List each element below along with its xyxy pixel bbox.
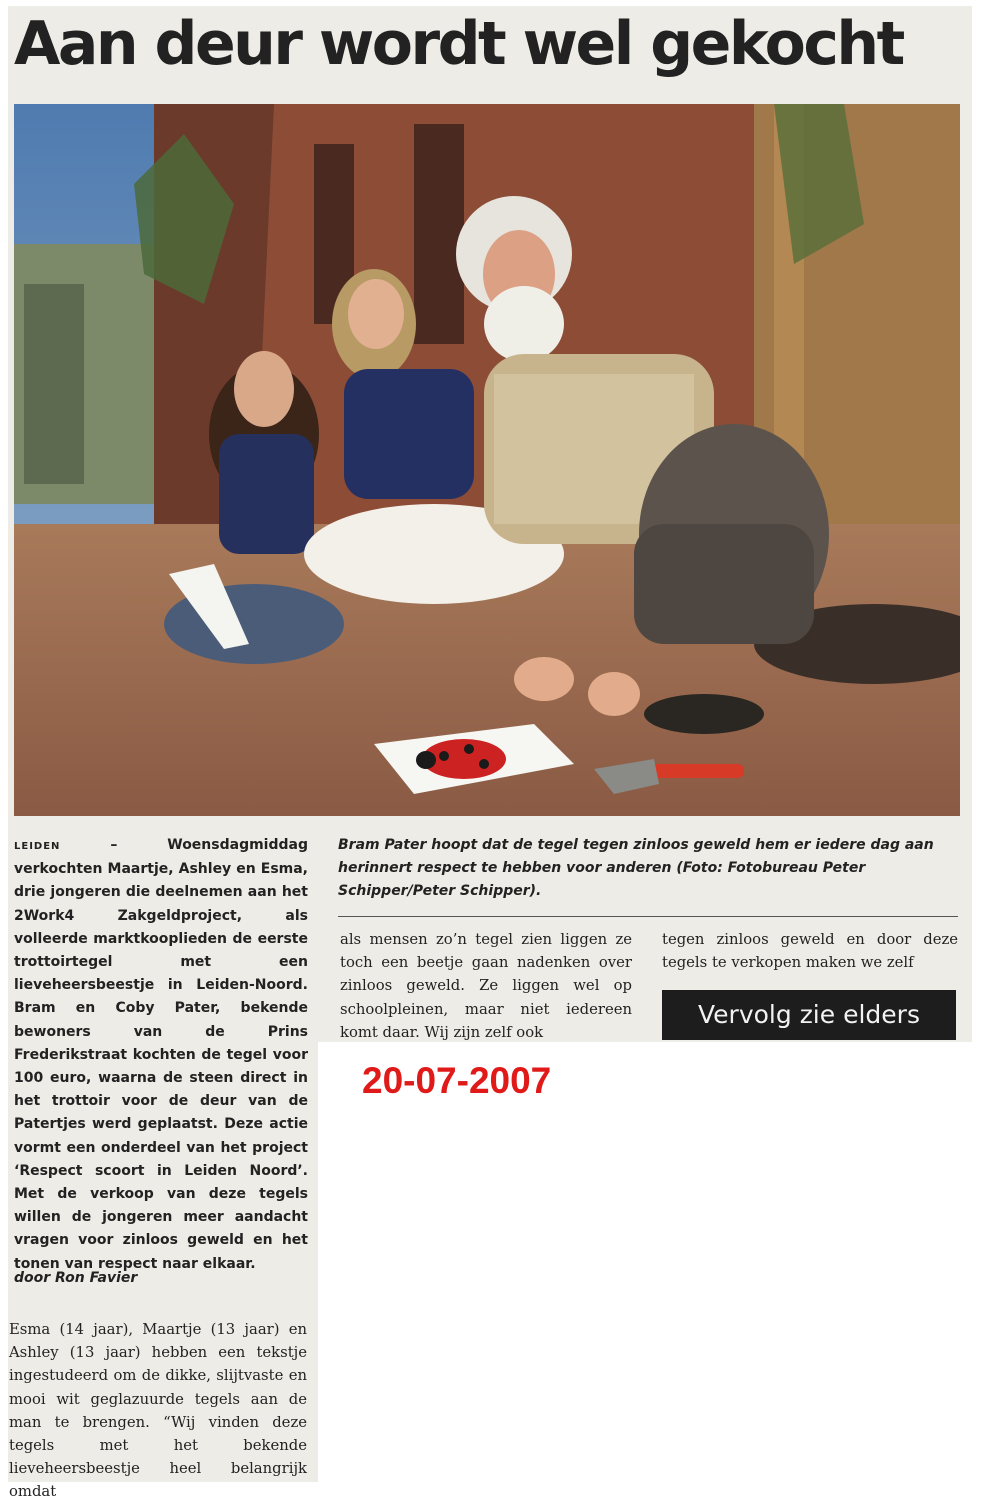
divider bbox=[338, 916, 958, 917]
article-photo bbox=[14, 104, 960, 816]
body-column-3: tegen zinloos geweld en door deze tegels te verkopen maken we zelf bbox=[662, 931, 958, 972]
date-stamp: 20-07-2007 bbox=[362, 1060, 552, 1101]
byline: door Ron Favier bbox=[14, 1270, 138, 1286]
lead-text: – Woensdagmiddag verkochten Maartje, Ashley en Esma, drie jongeren die deelnemen aan het 2Work4 Zakgeldproject, als volleerde marktkooplieden de eerste trottoirtegel met een lieveheersbeestje in Leiden-Noord. Bram en Coby Pater, bekende bewoners van de Prins Frederikstraat kochten de tegel voor 100 euro, waarna de steen direct in het trottoir voor de deur van de Patertjes werd geplaatst. Deze actie vormt een onderdeel van het project ‘Respect scoort in Leiden Noord’. Met de verkoop van deze tegels willen de jongeren meer aandacht vragen voor zinloos geweld en het tonen van respect naar elkaar. bbox=[14, 837, 308, 1272]
headline: Aan deur wordt wel gekocht bbox=[14, 9, 903, 79]
body-column-2: als mensen zo’n tegel zien liggen ze toch een beetje gaan nadenken over zinloos geweld. Ze liggen wel op schoolpleinen, maar niet iedereen komt daar. Wij zijn zelf ook bbox=[340, 931, 632, 1041]
body-column-1: Esma (14 jaar), Maartje (13 jaar) en Ashley (13 jaar) hebben een tekstje ingestudeerd om de dikke, slijtvaste en mooi wit geglazuurde tegels aan de man te brengen. “Wij vinden deze tegels met het bekende lieveheersbeestje heel belangrijk omdat bbox=[9, 1321, 307, 1501]
dateline: LEIDEN bbox=[14, 841, 61, 852]
photo-caption: Bram Pater hoopt dat de tegel tegen zinloos geweld hem er iedere dag aan herinnert respect te hebben voor anderen (Foto: Fotobureau Peter Schipper/Peter Schipper). bbox=[338, 837, 934, 899]
continued-elsewhere-banner: Vervolg zie elders bbox=[662, 990, 956, 1040]
lead-paragraph bbox=[14, 834, 308, 1276]
